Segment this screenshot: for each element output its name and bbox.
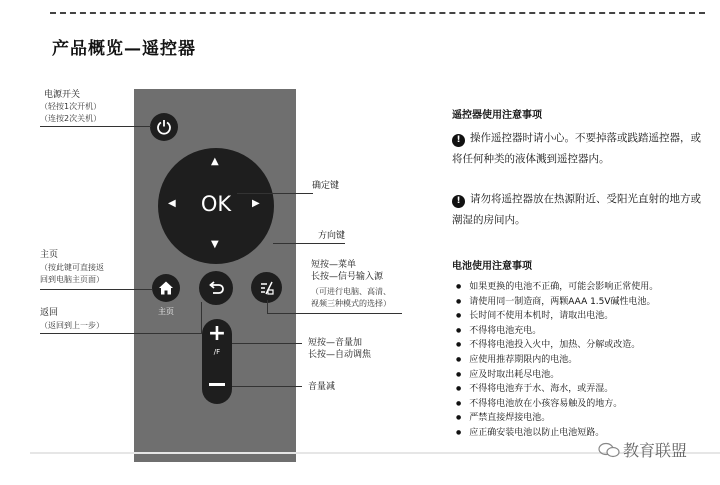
back-leader-line <box>40 333 202 334</box>
power-button[interactable] <box>150 113 178 141</box>
list-item: ● 严禁直接焊接电池。 <box>456 411 658 426</box>
list-item: ● 不得将电池投入火中，加热、分解或改造。 <box>456 338 658 353</box>
menu-label-line4: 视频三种模式的选择） <box>311 299 391 308</box>
home-label: 主页 <box>40 250 59 260</box>
left-arrow-icon[interactable]: ◀ <box>168 198 176 209</box>
top-dashed-rule <box>50 12 705 14</box>
menu-label-line3: （可进行电脑、高清、 <box>311 287 391 296</box>
warning-icon: ! <box>452 134 465 147</box>
list-item: ● 请使用同一制造商，两颗AAA 1.5V碱性电池。 <box>456 295 658 310</box>
back-leader-vertical <box>201 302 202 333</box>
watermark-text: 教育联盟 <box>623 441 688 460</box>
volup-label-line2: 长按—自动调焦 <box>308 350 372 360</box>
remote-note-2 <box>452 189 707 231</box>
volup-label-line1: 短按—音量加 <box>308 338 363 348</box>
home-leader-line <box>40 289 152 290</box>
volume-rocker[interactable] <box>202 319 232 404</box>
menu-label-line1: 短按—菜单 <box>311 260 357 270</box>
home-button[interactable] <box>152 274 180 302</box>
list-item: ● 不得将电池放在小孩容易触及的地方。 <box>456 397 658 412</box>
power-icon <box>156 119 172 135</box>
list-item: ● 不得将电池充电。 <box>456 324 658 339</box>
volup-leader-line <box>232 343 302 344</box>
battery-notes-heading: 电池使用注意事项 <box>452 261 532 272</box>
menu-label-line2: 长按—信号输入源 <box>311 272 384 282</box>
back-label: 返回 <box>40 308 59 318</box>
list-item: ● 应及时取出耗尽电池。 <box>456 368 658 383</box>
menu-input-button[interactable] <box>251 272 282 303</box>
list-item: ● 不得将电池弃于水、海水，或弄湿。 <box>456 382 658 397</box>
input-menu-icon <box>259 280 275 296</box>
back-icon <box>208 281 224 295</box>
battery-notes-list <box>456 280 658 441</box>
home-label-line2: 回到电脑主页面） <box>40 275 104 284</box>
back-button[interactable] <box>199 271 233 305</box>
confirm-label: 确定键 <box>312 181 340 191</box>
home-label-line1: （按此键可直接返 <box>40 263 104 272</box>
volume-down-icon[interactable] <box>209 383 225 386</box>
power-label-line1: （轻按1次开机） <box>40 102 102 111</box>
confirm-leader-line <box>237 193 313 194</box>
power-label: 电源开关 <box>44 90 81 100</box>
back-label-line1: （返回到上一步） <box>40 321 104 330</box>
menu-leader-vertical <box>267 300 268 313</box>
right-arrow-icon[interactable]: ▶ <box>252 198 260 209</box>
voldown-leader-line <box>232 386 302 387</box>
remote-note-1-text: 操作遥控器时请小心。不要掉落或践踏遥控器，或将任何种类的液体溅到遥控器内。 <box>452 132 701 165</box>
remote-note-1 <box>452 128 707 170</box>
page-title: 产品概览—遥控器 <box>52 39 196 59</box>
volume-up-icon[interactable]: + <box>207 321 227 346</box>
power-label-line2: （连按2次关机） <box>40 114 102 123</box>
remote-notes-heading: 遥控器使用注意事项 <box>452 110 542 121</box>
up-arrow-icon[interactable]: ▲ <box>211 156 219 167</box>
list-item: ● 长时间不使用本机时，请取出电池。 <box>456 309 658 324</box>
warning-icon: ! <box>452 195 465 208</box>
menu-leader-line <box>267 313 402 314</box>
list-item: ● 如果更换的电池不正确，可能会影响正常使用。 <box>456 280 658 295</box>
list-item: ● 应正确安装电池以防止电池短路。 <box>456 426 658 441</box>
list-item: ● 应使用推荐期限内的电池。 <box>456 353 658 368</box>
down-arrow-icon[interactable]: ▼ <box>211 239 219 250</box>
volume-focus-label: /F <box>213 348 221 356</box>
voldown-label: 音量减 <box>308 382 336 392</box>
home-button-caption: 主页 <box>158 307 174 316</box>
wechat-icon <box>598 442 620 458</box>
home-icon <box>158 280 174 296</box>
power-leader-line <box>40 126 151 127</box>
ok-button[interactable]: OK <box>200 192 232 216</box>
direction-label: 方向键 <box>318 231 346 241</box>
remote-note-2-text: 请勿将遥控器放在热源附近、受阳光直射的地方或潮湿的房间内。 <box>452 193 701 226</box>
watermark <box>598 438 687 461</box>
direction-leader-line <box>273 243 345 244</box>
